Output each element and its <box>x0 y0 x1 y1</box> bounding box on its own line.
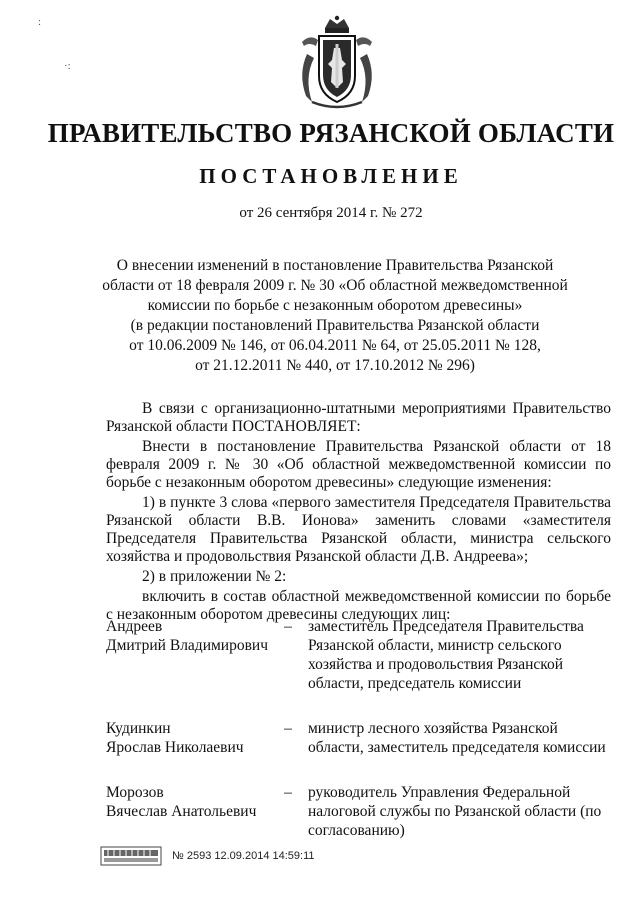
member-surname: Морозов <box>106 784 164 801</box>
registration-stamp-icon <box>100 846 162 866</box>
commission-members-list <box>106 617 616 866</box>
member-surname: Андреев <box>106 618 163 635</box>
body-paragraph: 1) в пункте 3 слова «первого заместителя Председателя Правительства Рязанской области В.В. Ионова» заменить словами «заместителя Председателя Правительства Рязанской области, министра сельского хозяйства и продовольствия Рязанской области Д.В. Андреева»; <box>106 494 611 565</box>
member-name <box>106 783 274 840</box>
member-surname: Кудинкин <box>106 720 171 737</box>
subject-line: О внесении изменений в постановление Правительства Рязанской <box>116 257 554 274</box>
dash-separator: – <box>284 720 292 737</box>
list-item <box>106 617 616 693</box>
subject-line: от 21.12.2011 № 440, от 17.10.2012 № 296) <box>195 357 475 374</box>
dash-separator: – <box>284 784 292 801</box>
list-item <box>106 719 616 757</box>
government-title: ПРАВИТЕЛЬСТВО РЯЗАНСКОЙ ОБЛАСТИ <box>47 118 615 148</box>
scan-mark: ·: <box>64 60 71 72</box>
body-paragraph: включить в состав областной межведомственной комиссии по борьбе с незаконным оборотом древесины следующих лиц: <box>106 588 611 623</box>
document-date-number: от 26 сентября 2014 г. № 272 <box>239 205 423 221</box>
document-type: ПОСТАНОВЛЕНИЕ <box>199 164 463 188</box>
member-given-names: Ярослав Николаевич <box>106 739 244 756</box>
subject-line: комиссии по борьбе с незаконным оборотом древесины» <box>147 297 523 314</box>
member-name <box>106 719 274 757</box>
member-position: руководитель Управления Федеральной налоговой службы по Рязанской области (по согласованию) <box>308 784 602 839</box>
document-subject <box>95 256 575 376</box>
member-position: министр лесного хозяйства Рязанской области, заместитель председателя комиссии <box>308 720 606 756</box>
member-name <box>106 617 274 693</box>
scan-mark: : <box>38 16 42 28</box>
body-paragraph: 2) в приложении № 2: <box>142 568 287 585</box>
body-paragraph: В связи с организационно-штатными мероприятиями Правительство Рязанской области ПОСТАНОВЛЯЕТ: <box>106 400 611 435</box>
coat-of-arms-icon <box>292 14 382 114</box>
list-item <box>106 783 616 840</box>
subject-line: области от 18 февраля 2009 г. № 30 «Об областной межведомственной <box>102 277 568 294</box>
subject-line: (в редакции постановлений Правительства Рязанской области <box>130 317 540 334</box>
member-given-names: Вячеслав Анатольевич <box>106 803 257 820</box>
member-position: заместитель Председателя Правительства Рязанской области, министр сельского хозяйства и продовольствия Рязанской области, председатель комиссии <box>308 618 584 692</box>
subject-line: от 10.06.2009 № 146, от 06.04.2011 № 64, от 25.05.2011 № 128, <box>129 337 541 354</box>
dash-separator: – <box>284 618 292 635</box>
member-given-names: Дмитрий Владимирович <box>106 637 269 654</box>
document-body <box>106 400 611 626</box>
registration-footer <box>100 846 315 866</box>
registration-number: № 2593 12.09.2014 14:59:11 <box>172 850 315 862</box>
body-paragraph: Внести в постановление Правительства Рязанской области от 18 февраля 2009 г. № 30 «Об областной межведомственной комиссии по борьбе с незаконным оборотом древесины» следующие изменения: <box>106 438 611 491</box>
